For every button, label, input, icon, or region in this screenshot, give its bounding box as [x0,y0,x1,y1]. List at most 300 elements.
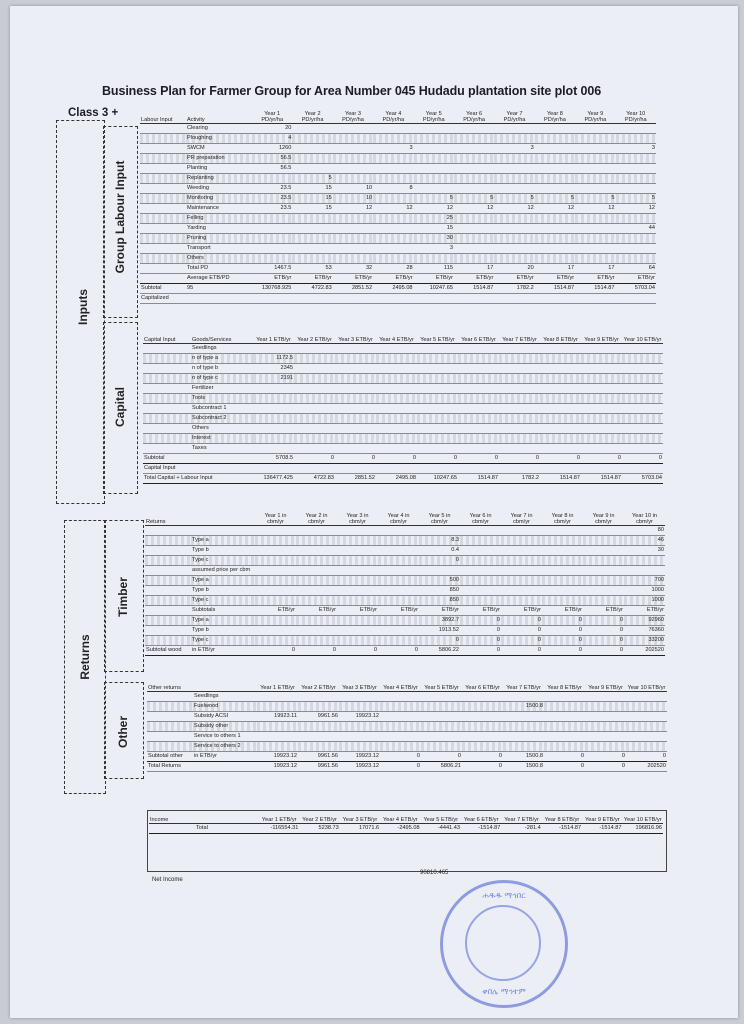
table-cell [376,434,417,444]
table-cell: 0 [460,626,501,636]
table-row [140,204,656,214]
table-cell: 1514.87 [581,474,622,484]
table-cell: Year 8 PD/yr/ha [535,112,575,124]
table-cell [575,234,615,244]
table-cell [585,742,626,752]
table-cell [454,134,494,144]
table-cell [296,576,337,586]
table-cell [417,444,458,454]
table-cell: Year 8 ETB/yr [542,812,582,824]
table-cell: 0 [380,762,421,772]
table-cell [255,586,296,596]
table-cell: 5703.04 [622,474,663,484]
table-cell [414,124,454,134]
table-cell [147,722,193,732]
table-cell [333,234,373,244]
table-row [143,414,663,424]
table-cell [501,586,542,596]
table-cell [544,702,585,712]
table-cell: Goods/Services [191,332,253,344]
table-cell: Year 8 ETB/yr [540,332,581,344]
table-cell: ETB/yr [419,606,460,616]
table-cell: 5 [616,194,656,204]
table-cell: 17071.6 [340,824,380,834]
table-cell [535,224,575,234]
table-cell [373,214,413,224]
table-cell: 5238.73 [299,824,339,834]
table-cell: Year 1 ETB/yr [259,812,299,824]
table-cell: ETB/yr [624,606,665,616]
table-cell [544,692,585,702]
table-cell [140,174,186,184]
table-cell: Type b [191,546,255,556]
table-cell [140,184,186,194]
table-cell [581,374,622,384]
table-cell [535,144,575,154]
table-cell: 5 [494,194,534,204]
table-cell: 0 [583,616,624,626]
table-cell [296,626,337,636]
capitalized-row [140,294,656,304]
group-labour-label: Group Labour Input [113,160,127,274]
table-header-row [147,680,667,692]
table-cell: Taxes [191,444,253,454]
table-cell: 19923.12 [257,762,298,772]
table-cell: 1514.87 [454,284,494,294]
table-cell [622,404,663,414]
table-cell [145,606,191,616]
table-cell [622,424,663,434]
table-header-row [145,514,665,526]
table-cell [499,344,540,354]
table-cell: 5 [535,194,575,204]
table-cell [499,394,540,404]
table-cell: Service to others 1 [193,732,257,742]
table-cell [292,234,332,244]
table-cell [501,536,542,546]
capital-input-row [143,464,663,474]
table-cell: 0 [501,626,542,636]
table-cell [376,444,417,454]
table-cell [544,722,585,732]
table-cell [535,124,575,134]
table-cell [333,174,373,184]
table-cell [292,164,332,174]
table-cell: ETB/yr [583,606,624,616]
table-cell: Year 7 ETB/yr [503,680,544,692]
table-cell: 3 [494,144,534,154]
table-cell: -116554.31 [259,824,299,834]
table-cell [140,234,186,244]
table-cell [419,566,460,576]
table-cell: ETB/yr [414,274,454,284]
table-cell: ETB/yr [255,606,296,616]
table-cell [378,536,419,546]
table-row [143,364,663,374]
table-cell: Year 10 ETB/yr [622,332,663,344]
table-cell: 9961.56 [298,752,339,762]
table-cell [622,374,663,384]
table-cell [296,536,337,546]
table-row [143,374,663,384]
table-cell: 700 [624,576,665,586]
table-cell [298,692,339,702]
table-cell [339,732,380,742]
table-cell [296,556,337,566]
table-row [145,576,665,586]
table-cell: -2495.08 [380,824,420,834]
table-cell [462,732,503,742]
table-cell [143,404,191,414]
table-cell: Returns [145,514,191,526]
table-cell: ETB/yr [542,606,583,616]
table-cell [335,444,376,454]
table-cell [191,514,255,526]
subtotal-row [147,752,667,762]
table-cell: Year 10 PD/yr/ha [616,112,656,124]
table-cell: n of type b [191,364,253,374]
table-cell: Type a [191,576,255,586]
table-cell: ETB/yr [292,274,332,284]
table-cell [255,626,296,636]
table-cell [622,344,663,354]
table-cell: PR preparation [186,154,252,164]
table-cell [378,576,419,586]
table-cell [454,174,494,184]
table-cell: Year 6 in cbm/yr [460,514,501,526]
table-cell [458,414,499,424]
table-cell: ETB/yr [373,274,413,284]
table-cell: ETB/yr [378,606,419,616]
table-cell [460,576,501,586]
table-cell [501,526,542,536]
table-cell [380,702,421,712]
table-cell: 19923.11 [257,712,298,722]
table-cell: Activity [186,112,252,124]
table-cell [499,374,540,384]
table-cell [296,546,337,556]
table-cell [337,536,378,546]
table-cell [292,134,332,144]
table-cell [616,244,656,254]
table-cell: Type a [191,616,255,626]
table-cell: 30 [414,234,454,244]
table-cell [544,732,585,742]
table-cell [458,424,499,434]
table-cell [373,194,413,204]
table-cell: Year 8 ETB/yr [544,680,585,692]
table-cell [616,254,656,264]
total-returns-row [147,762,667,772]
table-cell [540,344,581,354]
table-cell: ETB/yr [333,274,373,284]
table-cell [140,154,186,164]
table-cell: Planting [186,164,252,174]
table-cell: 1514.87 [458,474,499,484]
table-cell [417,424,458,434]
table-cell: Transport [186,244,252,254]
table-cell [494,134,534,144]
table-cell [542,546,583,556]
table-cell [454,224,494,234]
table-cell: Fertilizer [191,384,253,394]
table-cell: 2495.08 [373,284,413,294]
table-cell [622,364,663,374]
table-cell [253,414,294,424]
table-row [143,354,663,364]
table-cell [191,454,253,464]
table-cell: 1500.8 [503,752,544,762]
table-row [143,424,663,434]
table-cell: 0 [540,454,581,464]
table-cell: 3 [373,144,413,154]
table-cell: 1514.87 [540,474,581,484]
table-cell: Type b [191,586,255,596]
table-cell [494,154,534,164]
table-cell [337,546,378,556]
table-cell: Others [186,254,252,264]
table-cell: 115 [414,264,454,274]
table-cell: -281.4 [501,824,541,834]
table-row [140,214,656,224]
table-row [147,702,667,712]
table-cell: 10 [333,184,373,194]
table-cell: Year 7 PD/yr/ha [494,112,534,124]
table-cell: Clearing [186,124,252,134]
table-cell: 3 [414,244,454,254]
table-cell [294,414,335,424]
table-cell [535,254,575,264]
table-cell [373,234,413,244]
table-cell [414,174,454,184]
table-cell: Year 3 ETB/yr [335,332,376,344]
table-row [145,596,665,606]
table-cell [458,404,499,414]
table-cell [414,134,454,144]
table-cell [616,134,656,144]
table-cell: 76360 [624,626,665,636]
table-cell [540,404,581,414]
table-cell [376,404,417,414]
table-cell: Year 1 PD/yr/ha [252,112,292,124]
table-cell: 10247.65 [414,284,454,294]
table-cell [253,434,294,444]
table-row [145,586,665,596]
table-cell [143,384,191,394]
table-cell [542,566,583,576]
table-cell: 0 [544,752,585,762]
table-cell [378,546,419,556]
table-cell: 0 [380,752,421,762]
table-cell: Subtotal [143,454,191,464]
table-cell: 1782.2 [494,284,534,294]
table-cell: Year 1 in cbm/yr [255,514,296,526]
table-row [140,264,656,274]
timber-returns-table [145,514,665,656]
table-cell [421,732,462,742]
table-cell [255,526,296,536]
table-cell: 8 [373,184,413,194]
table-cell: 5 [575,194,615,204]
table-cell: Year 2 ETB/yr [298,680,339,692]
table-cell [542,536,583,546]
table-cell: 0 [583,646,624,656]
table-cell: 0 [542,616,583,626]
table-cell [140,204,186,214]
table-cell: 0 [417,454,458,464]
table-cell: Subsidy other [193,722,257,732]
table-cell: 1000 [624,586,665,596]
table-cell [140,214,186,224]
table-cell [616,164,656,174]
table-cell [417,354,458,364]
table-cell [140,124,186,134]
table-cell: Interest [191,434,253,444]
table-cell: 0 [337,646,378,656]
table-cell [421,722,462,732]
table-cell [581,344,622,354]
table-cell: 44 [616,224,656,234]
table-cell [462,712,503,722]
table-cell [337,566,378,576]
table-cell [494,124,534,134]
table-cell [257,732,298,742]
table-cell [540,414,581,424]
table-cell [542,526,583,536]
table-cell: Year 6 ETB/yr [462,680,503,692]
table-row [140,224,656,234]
table-cell: Year 7 ETB/yr [501,812,541,824]
table-cell [376,374,417,384]
table-cell: 0 [460,636,501,646]
table-cell [542,576,583,586]
table-cell: 5806.22 [419,646,460,656]
table-cell [458,434,499,444]
table-row [143,394,663,404]
table-cell [414,154,454,164]
table-cell [145,526,191,536]
table-cell [373,154,413,164]
table-cell [296,596,337,606]
table-cell: 12 [575,204,615,214]
table-cell [622,354,663,364]
table-cell [292,254,332,264]
stamp-text-bottom: ቀበሌ ማኅተም [482,987,526,996]
table-cell [499,444,540,454]
table-cell [380,742,421,752]
table-cell [626,732,667,742]
table-cell [378,586,419,596]
table-cell [575,124,615,134]
table-cell [454,254,494,264]
table-cell [540,364,581,374]
table-cell [458,374,499,384]
table-cell [143,444,191,454]
table-cell: 5 [414,194,454,204]
table-cell [376,424,417,434]
table-cell [373,174,413,184]
table-cell [503,692,544,702]
table-cell [622,434,663,444]
table-cell [337,586,378,596]
table-cell [337,556,378,566]
table-cell [581,434,622,444]
table-cell: ETB/yr [535,274,575,284]
table-cell: in ETB/yr [193,752,257,762]
table-cell [454,124,494,134]
table-cell [585,692,626,702]
table-cell: 0 [419,636,460,646]
table-cell: 1514.87 [575,284,615,294]
table-cell [292,224,332,234]
table-cell [294,444,335,454]
table-cell [339,722,380,732]
table-cell [253,404,294,414]
table-cell: Subcontract 2 [191,414,253,424]
table-row [140,134,656,144]
table-cell [494,224,534,234]
table-cell [335,374,376,384]
table-cell [499,404,540,414]
other-returns-table [147,680,667,772]
table-cell [378,526,419,536]
table-cell [503,712,544,722]
table-cell: 20 [252,124,292,134]
table-cell: Year 7 ETB/yr [499,332,540,344]
table-cell [622,444,663,454]
table-cell [501,566,542,576]
subtotal-row [145,646,665,656]
table-cell [460,566,501,576]
table-cell [501,556,542,566]
table-cell [292,154,332,164]
table-cell: Year 4 ETB/yr [380,812,420,824]
table-cell: 2851.52 [333,284,373,294]
table-cell [417,394,458,404]
table-cell: ETB/yr [494,274,534,284]
table-cell: 9961.56 [298,762,339,772]
table-cell: 5 [454,194,494,204]
table-cell: 1913.52 [419,626,460,636]
table-cell [333,224,373,234]
table-cell [494,234,534,244]
table-cell [143,374,191,384]
table-cell [583,556,624,566]
table-cell: 1500.8 [503,762,544,772]
table-cell [575,224,615,234]
table-cell [542,596,583,606]
table-cell [298,702,339,712]
table-cell: Type c [191,596,255,606]
table-cell [296,616,337,626]
table-cell: SWCM [186,144,252,154]
table-cell [255,636,296,646]
table-cell [540,424,581,434]
table-cell [335,414,376,424]
table-cell [622,394,663,404]
table-cell [622,414,663,424]
table-cell: ETB/yr [454,274,494,284]
table-row [140,144,656,154]
table-cell [333,164,373,174]
table-cell: 202520 [624,646,665,656]
table-cell: 92960 [624,616,665,626]
table-cell: 2851.52 [335,474,376,484]
table-cell [583,566,624,576]
table-cell [298,742,339,752]
table-cell: 17 [535,264,575,274]
table-cell [414,254,454,264]
